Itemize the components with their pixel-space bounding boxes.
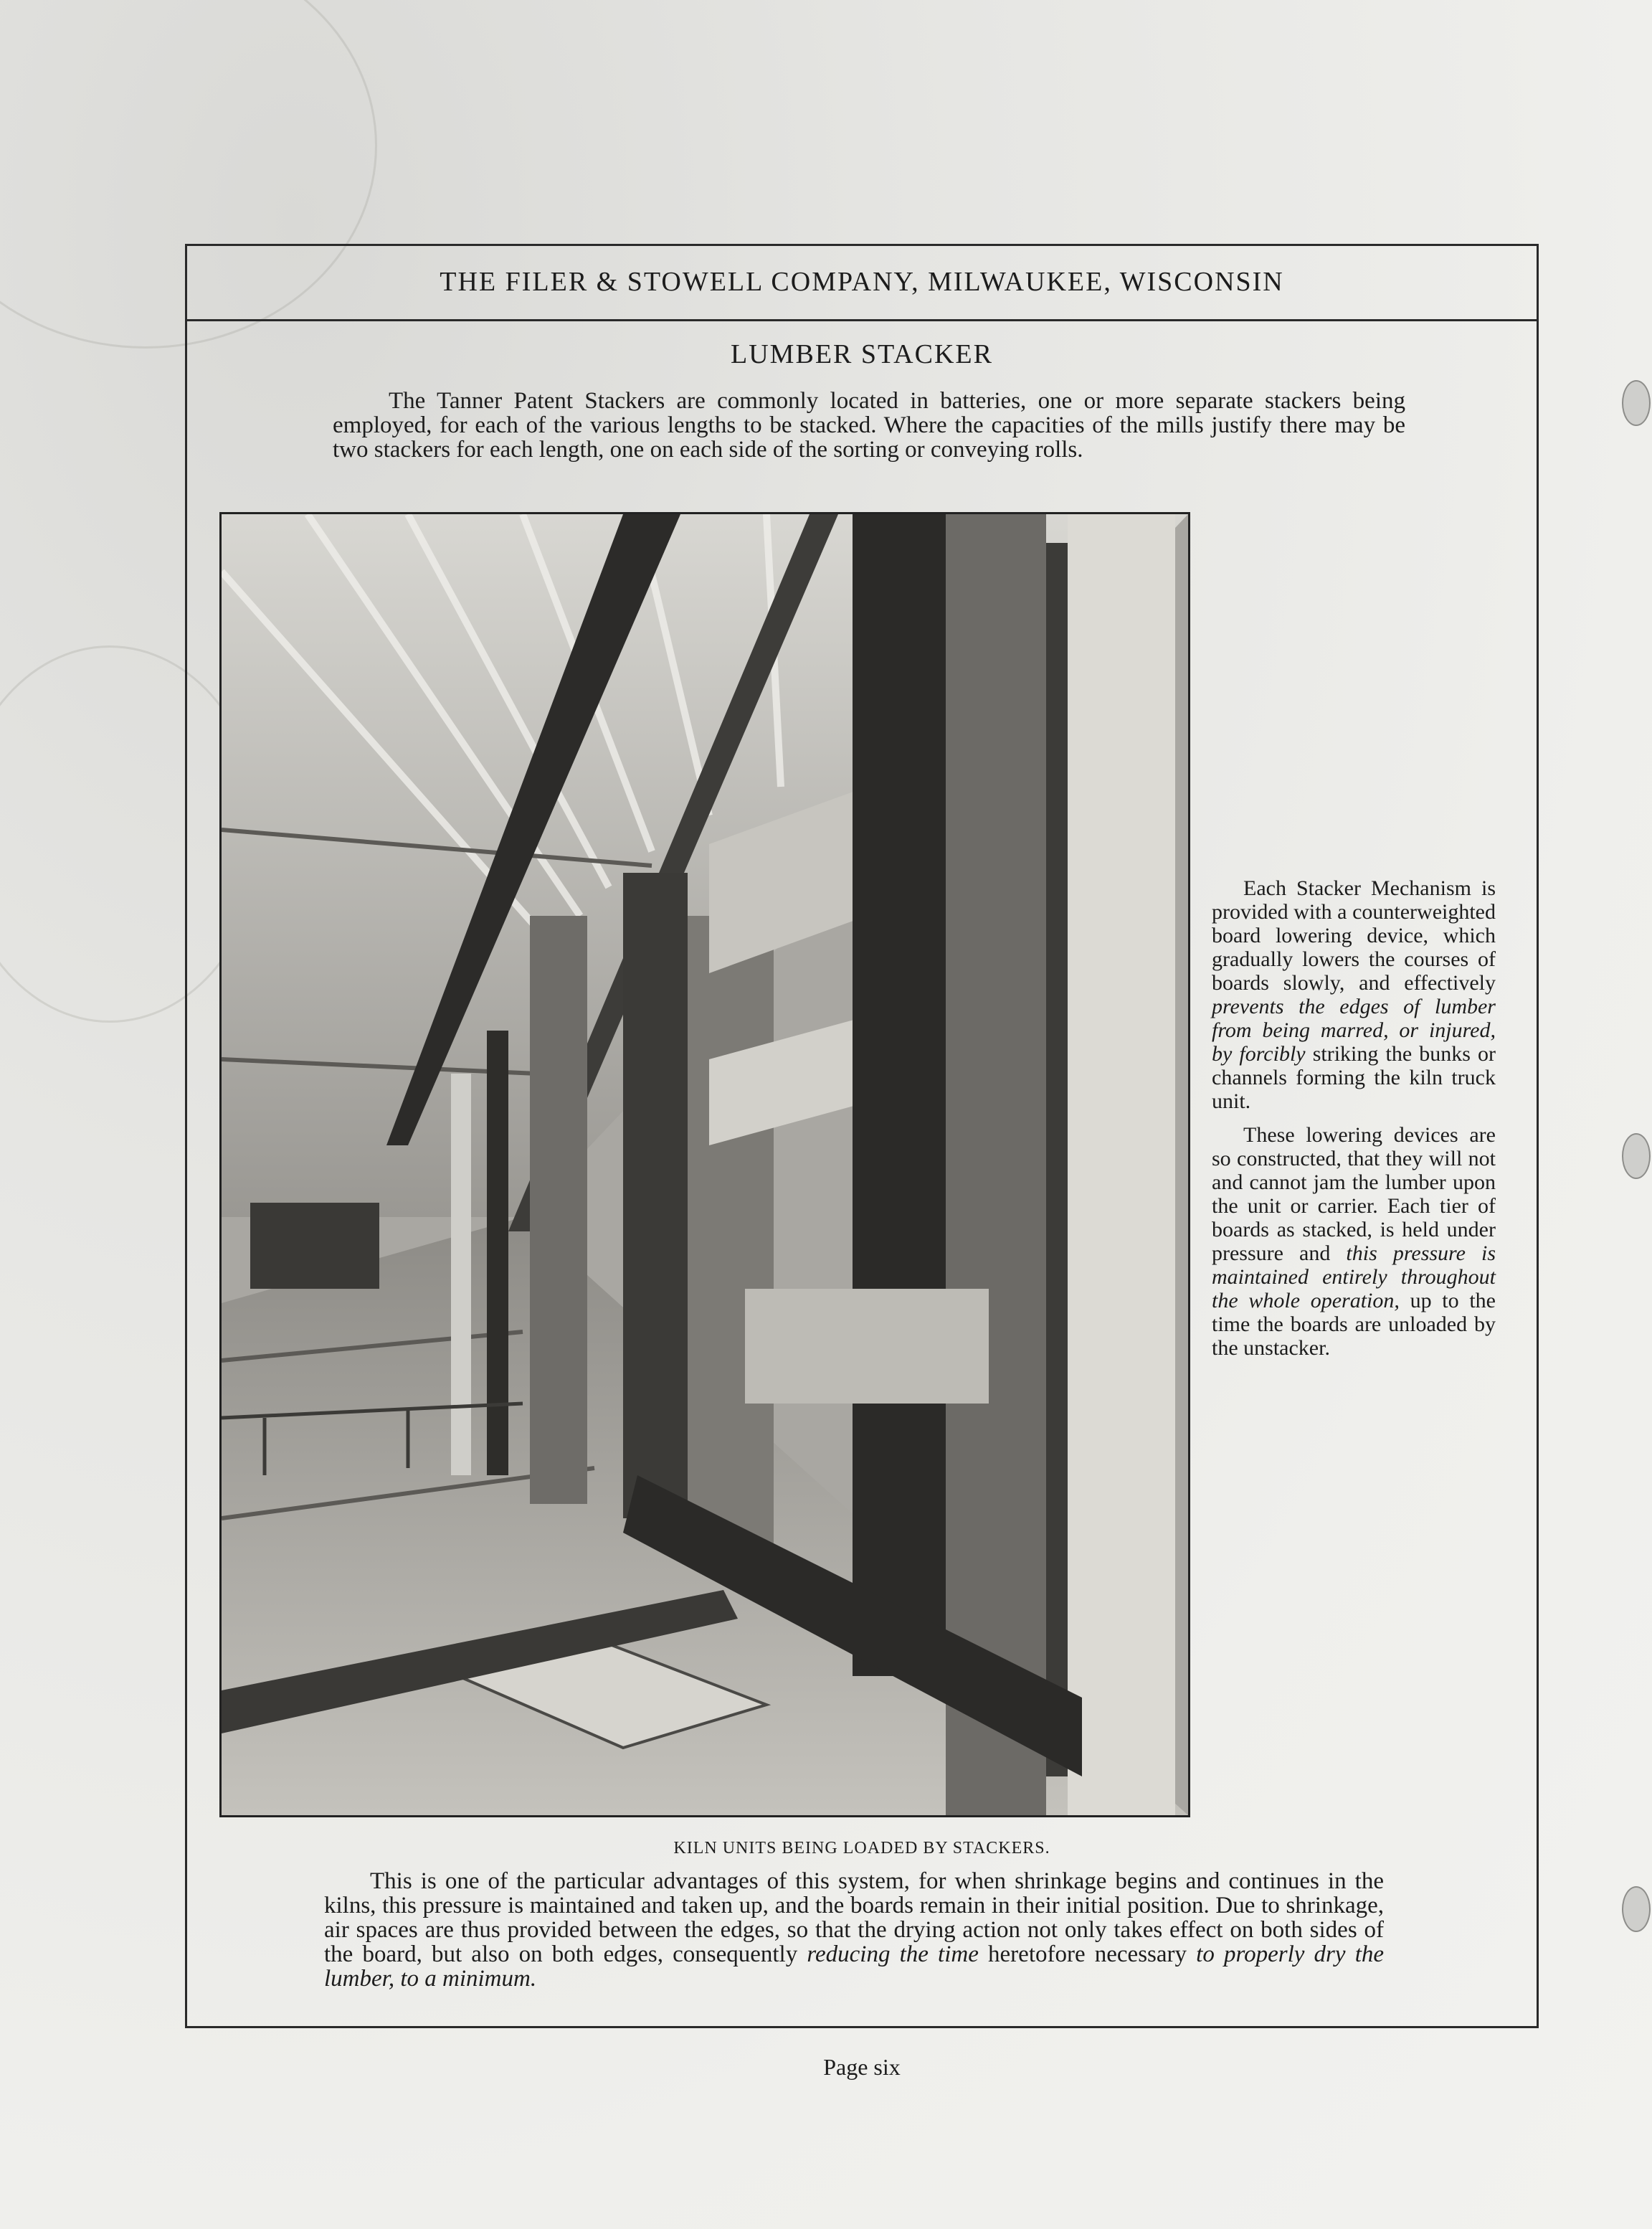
side-p1-text-a: Each Stacker Mechanism is provided with a counterweighted board lowering device, which gradually lowers the courses of boards slowly, and effectively <box>1212 876 1496 995</box>
punch-hole <box>1622 380 1651 426</box>
page-number: Page six <box>823 2054 901 2080</box>
closing-paragraph <box>324 1869 1384 1991</box>
intro-paragraph: The Tanner Patent Stackers are commonly located in batteries, one or more separate stackers being employed, for each of the various lengths to be stacked. Where the capacities of the mills justify there may be two stackers for each length, one on each side of the sorting or conveying rolls. <box>333 388 1405 463</box>
side-p2-emphasis: this pressure is maintained entirely throughout the whole operation, <box>1212 1241 1496 1312</box>
side-column <box>1212 876 1496 1370</box>
side-paragraph-2 <box>1212 1123 1496 1360</box>
side-paragraph-1 <box>1212 876 1496 1113</box>
photo-illustration <box>222 514 1188 1815</box>
side-p1-text-b: striking the bunks or channels forming the kiln truck unit. <box>1212 1042 1496 1113</box>
punch-hole <box>1622 1133 1651 1179</box>
closing-text-b: heretofore necessary <box>978 1941 1197 1967</box>
company-header <box>185 244 1539 321</box>
side-p2-text-a: These lowering devices are so constructed, that they will not and cannot jam the lumber upon the unit or carrier. Each tier of boards as stacked, is held under pressure and <box>1212 1123 1496 1265</box>
company-name: THE FILER & STOWELL COMPANY, MILWAUKEE, WISCONSIN <box>440 266 1284 297</box>
side-p2-text-b: up to the time the boards are unloaded by the unstacker. <box>1212 1289 1496 1360</box>
stacker-photograph <box>219 512 1190 1817</box>
side-p1-emphasis: prevents the edges of lumber from being marred, or injured, by forcibly <box>1212 995 1496 1066</box>
punch-hole <box>1622 1886 1651 1932</box>
closing-emphasis-2: to properly dry the lumber, to a minimum. <box>324 1941 1385 1992</box>
article-title: LUMBER STACKER <box>731 339 993 369</box>
photo-caption: KILN UNITS BEING LOADED BY STACKERS. <box>673 1839 1050 1857</box>
closing-emphasis-1: reducing the time <box>807 1941 979 1967</box>
closing-text-a: This is one of the particular advantages of this system, for when shrinkage begins and continues in the kilns, this pressure is maintained and taken up, and the boards remain in their initial position. Due to shrinkage, air spaces are thus provided between the edges, so that the drying action not only takes effect on both sides of the board, but also on both edges, consequently <box>324 1868 1384 1967</box>
